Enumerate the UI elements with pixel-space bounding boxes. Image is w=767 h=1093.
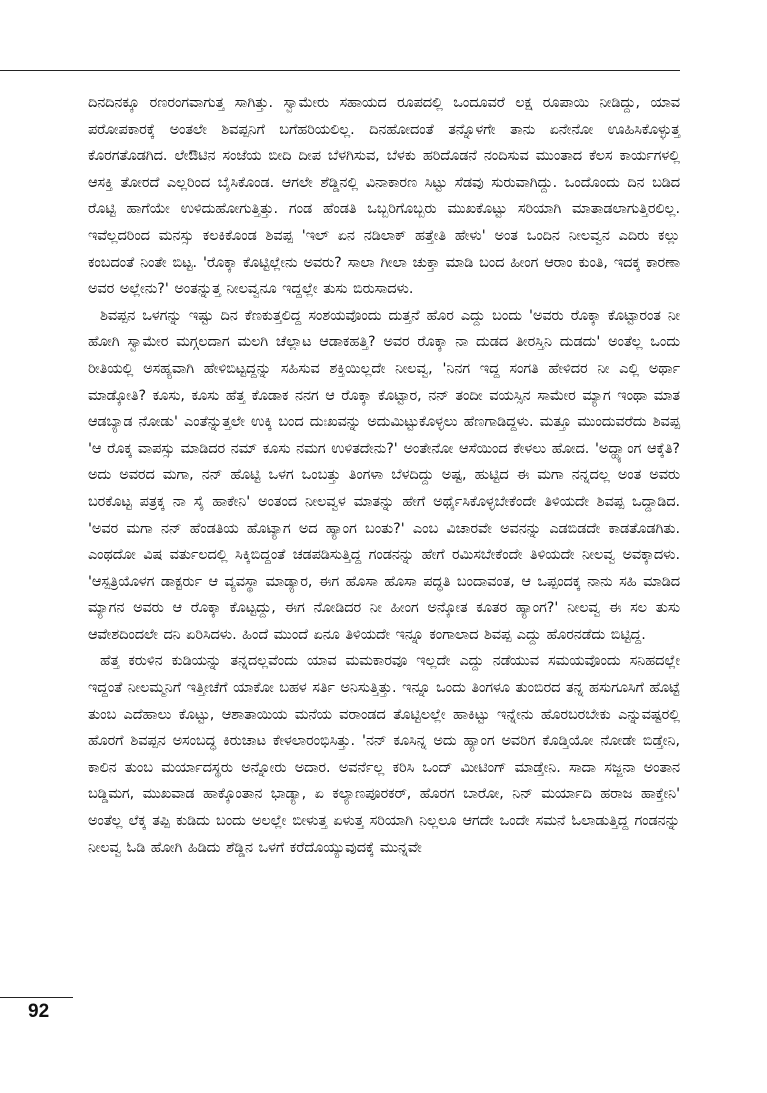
page-number-rule: [0, 997, 73, 998]
header-rule: [0, 70, 680, 71]
paragraph-3: ಹೆತ್ತ ಕರುಳಿನ ಕುಡಿಯನ್ನು ತನ್ನದಲ್ಲವೆಂದು ಯಾವ ಮಮಕಾರವೂ ಇಲ್ಲದೇ ಎದ್ದು ನಡೆಯುವ ಸಮಯವೊಂದು ಸನಿಹದಲ್ಲೇ ಇದ್ದಂತೆ ನೀಲಮ್ಮನಿಗೆ ಇತ್ತೀಚೆಗೆ ಯಾಕೋ ಬಹಳ ಸರ್ತಿ ಅನಿಸುತ್ತಿತ್ತು. ಇನ್ನೂ ಒಂದು ತಿಂಗಳೂ ತುಂಬಿರದ ತನ್ನ ಹಸುಗೂಸಿಗೆ ಹೊಟ್ಟೆ ತುಂಬ ಎದೆಹಾಲು ಕೊಟ್ಟು, ಆಶಾತಾಯಿಯ ಮನೆಯ ವರಾಂಡದ ತೊಟ್ಟಿಲಲ್ಲೇ ಹಾಕಿಟ್ಟು ಇನ್ನೇನು ಹೊರಬರಬೇಕು ಎನ್ನುವಷ್ಟರಲ್ಲಿ ಹೊರಗೆ ಶಿವಪ್ಪನ ಅಸಂಬದ್ಧ ಕಿರುಚಾಟ ಕೇಳಲಾರಂಭಿಸಿತ್ತು. 'ನನ್ ಕೂಸಿನ್ನ ಅದು ಹ್ಯಾಂಗ ಅವರಿಗ ಕೊಡ್ತಿಯೋ ನೋಡೇ ಬಿಡ್ತೇನಿ, ಕಾಲಿನ ತುಂಬ ಮರ್ಯಾದಸ್ಥರು ಅನ್ನೋರು ಅದಾರ. ಅವರ್ನೆಲ್ಲ ಕರಿಸಿ ಒಂದ್ ಮೀಟಿಂಗ್ ಮಾಡ್ತೇನಿ. ಸಾದಾ ಸಜ್ಜನಾ ಅಂತಾನ ಬಡ್ಡಿಮಗ, ಮುಖವಾಡ ಹಾಕ್ಕೊಂತಾನ ಭಾಡ್ಯಾ, ಏ ಕಲ್ಯಾಣಪೂರಕರ್, ಹೊರಗ ಬಾರೋ, ನಿನ್ ಮರ್ಯಾದಿ ಹರಾಜ ಹಾಕ್ತೇನಿ' ಅಂತೆಲ್ಲ ಲೆಕ್ಕ ತಪ್ಪಿ ಕುಡಿದು ಬಂದು ಅಲಲ್ಲೇ ಬೀಳುತ್ತ ಏಳುತ್ತ ಸರಿಯಾಗಿ ನಿಲ್ಲಲೂ ಆಗದೇ ಒಂದೇ ಸಮನೆ ಓಲಾಡುತ್ತಿದ್ದ ಗಂಡನನ್ನು ನೀಲವ್ವ ಓಡಿ ಹೋಗಿ ಹಿಡಿದು ಶೆಡ್ಡಿನ ಒಳಗೆ ಕರೆದೊಯ್ಯುವುದಕ್ಕೆ ಮುನ್ನವೇ: [88, 653, 680, 856]
page-body: [88, 90, 680, 861]
paragraph-2: ಶಿವಪ್ಪನ ಒಳಗನ್ನು ಇಷ್ಟು ದಿನ ಕೆಣಕುತ್ತಲಿದ್ದ ಸಂಶಯವೊಂದು ದುತ್ತನೆ ಹೊರ ಎದ್ದು ಬಂದು 'ಅವರು ರೊಕ್ಕಾ ಕೊಟ್ಟಾರಂತ ನೀ ಹೋಗಿ ಸ್ವಾಮೇರ ಮಗ್ಗಲದಾಗ ಮಲಗಿ ಚೆಲ್ಲಾಟ ಆಡಾಕಹತ್ತಿ? ಅವರ ರೊಕ್ಕಾ ನಾ ದುಡದ ತೀರಸ್ತಿನಿ ದುಡದು' ಅಂತೆಲ್ಲ ಒಂದು ರೀತಿಯಲ್ಲಿ ಅಸಹ್ಯವಾಗಿ ಹೇಳಿಬಿಟ್ಟದ್ದನ್ನು ಸಹಿಸುವ ಶಕ್ತಿಯಿಲ್ಲದೇ ನೀಲವ್ವ, 'ನಿನಗ ಇದ್ದ ಸಂಗತಿ ಹೇಳಿದರ ನೀ ಎಲ್ಲಿ ಅರ್ಥಾ ಮಾಡ್ಕೋತಿ? ಕೂಸು, ಕೂಸು ಹೆತ್ತ ಕೊಡಾಕ ನನಗ ಆ ರೊಕ್ಕಾ ಕೊಟ್ಟಾರ, ನನ್ ತಂದೀ ವಯಸ್ಸಿನ ಸಾಮೇರ ಮ್ಯಾಗ ಇಂಥಾ ಮಾತ ಆಡಬ್ಯಾಡ ನೋಡು' ಎಂತೆನ್ನುತ್ತಲೇ ಉಕ್ಕಿ ಬಂದ ದುಃಖವನ್ನು ಅದುಮಿಟ್ಟುಕೊಳ್ಳಲು ಹೆಣಗಾಡಿದ್ದಳು. ಮತ್ತೂ ಮುಂದುವರೆದು ಶಿವಪ್ಪ 'ಆ ರೊಕ್ಕ ವಾಪಸ್ಸು ಮಾಡಿದರ ನಮ್ ಕೂಸು ನಮಗ ಉಳಿತದೇನು?' ಅಂತೇನೋ ಆಸೆಯಿಂದ ಕೇಳಲು ಹೋದ. 'ಅದ್ಹ್ಯಾಂಗ ಆಕ್ಕೆತಿ? ಅದು ಅವರದ ಮಗಾ, ನನ್ ಹೊಟ್ಟಿ ಒಳಗ ಒಂಬತ್ತು ತಿಂಗಳಾ ಬೆಳದಿದ್ದು ಅಷ್ಟ, ಹುಟ್ಟಿದ ಈ ಮಗಾ ನನ್ನದಲ್ಲ ಅಂತ ಅವರು ಬರಕೊಟ್ಟ ಪತ್ರಕ್ಕ ನಾ ಸೈ ಹಾಕೇನಿ' ಅಂತಂದ ನೀಲವ್ವಳ ಮಾತನ್ನು ಹೇಗೆ ಅರ್ಥೈಸಿಕೊಳ್ಳಬೇಕೆಂದೇ ತಿಳಿಯದೇ ಶಿವಪ್ಪ ಒದ್ದಾಡಿದ. 'ಅವರ ಮಗಾ ನನ್ ಹೆಂಡತಿಯ ಹೊಟ್ಯಾಗ ಅದ ಹ್ಯಾಂಗ ಬಂತು?' ಎಂಬ ವಿಚಾರವೇ ಅವನನ್ನು ಎಡಬಿಡದೇ ಕಾಡತೊಡಗಿತು. ಎಂಥದೋ ವಿಷ ವರ್ತುಲದಲ್ಲಿ ಸಿಕ್ಕಿಬಿದ್ದಂತೆ ಚಡಪಡಿಸುತ್ತಿದ್ದ ಗಂಡನನ್ನು ಹೇಗೆ ರಮಿಸಬೇಕೆಂದೇ ತಿಳಿಯದೇ ನೀಲವ್ವ ಅವಕ್ಕಾದಳು. 'ಆಸ್ಪತ್ರಿಯೊಳಗ ಡಾಕ್ಟರ್ರು ಆ ವ್ಯವಸ್ಥಾ ಮಾಡ್ಯಾರ, ಈಗ ಹೊಸಾ ಹೊಸಾ ಪದ್ಧತಿ ಬಂದಾವಂತ, ಆ ಒಪ್ಪಂದಕ್ಕ ನಾನು ಸಹಿ ಮಾಡಿದ ಮ್ಯಾಗನ ಅವರು ಆ ರೊಕ್ಕಾ ಕೊಟ್ಟದ್ದು, ಈಗ ನೋಡಿದರ ನೀ ಹೀಂಗ ಅನ್ಕೋತ ಕೂತರ ಹ್ಯಾಂಗ?' ನೀಲವ್ವ ಈ ಸಲ ತುಸು ಆವೇಶದಿಂದಲೇ ದನಿ ಏರಿಸಿದಳು. ಹಿಂದೆ ಮುಂದೆ ಏನೂ ತಿಳಿಯದೇ ಇನ್ನೂ ಕಂಗಾಲಾದ ಶಿವಪ್ಪ ಎದ್ದು ಹೊರನಡೆದು ಬಿಟ್ಟಿದ್ದ.: [88, 307, 680, 643]
paragraph-1: ದಿನದಿನಕ್ಕೂ ರಣರಂಗವಾಗುತ್ತ ಸಾಗಿತ್ತು. ಸ್ವಾಮೇರು ಸಹಾಯದ ರೂಪದಲ್ಲಿ ಒಂದೂವರೆ ಲಕ್ಷ ರೂಪಾಯಿ ನೀಡಿದ್ದು, ಯಾವ ಪರೋಪಕಾರಕ್ಕೆ ಅಂತಲೇ ಶಿವಪ್ಪನಿಗೆ ಬಗೆಹರಿಯಲಿಲ್ಲ. ದಿನಹೋದಂತೆ ತನ್ನೊಳಗೇ ತಾನು ಏನೇನೋ ಊಹಿಸಿಕೊಳ್ಳುತ್ತ ಕೊರಗತೊಡಗಿದ. ಲೇಔಟಿನ ಸಂಜೆಯ ಬೀದಿ ದೀಪ ಬೆಳಗಿಸುವ, ಬೆಳಕು ಹರಿದೊಡನೆ ನಂದಿಸುವ ಮುಂತಾದ ಕೆಲಸ ಕಾರ್ಯಗಳಲ್ಲಿ ಆಸಕ್ತಿ ತೋರದೆ ಎಲ್ಲರಿಂದ ಬೈಸಿಕೊಂಡ. ಆಗಲೇ ಶೆಡ್ಡಿನಲ್ಲಿ ವಿನಾಕಾರಣ ಸಿಟ್ಟು ಸೆಡವು ಸುರುವಾಗಿದ್ದು. ಒಂದೊಂದು ದಿನ ಬಡಿದ ರೊಟ್ಟಿ ಹಾಗೆಯೇ ಉಳಿದುಹೋಗುತ್ತಿತ್ತು. ಗಂಡ ಹೆಂಡತಿ ಒಬ್ಬರಿಗೊಬ್ಬರು ಮುಖಕೊಟ್ಟು ಸರಿಯಾಗಿ ಮಾತಾಡಲಾಗುತ್ತಿರಲಿಲ್ಲ. ಇವೆಲ್ಲದರಿಂದ ಮನಸ್ಸು ಕಲಕಿಕೊಂಡ ಶಿವಪ್ಪ 'ಇಲ್ ಏನ ನಡಿಲಾಕ್ ಹತ್ತೇತಿ ಹೇಳು' ಅಂತ ಒಂದಿನ ನೀಲವ್ವನ ಎದಿರು ಕಲ್ಲು ಕಂಬದಂತೆ ನಿಂತೇ ಬಿಟ್ಟ. 'ರೊಕ್ಕಾ ಕೊಟ್ಟಿಲ್ಲೇನು ಅವರು? ಸಾಲಾ ಗೀಲಾ ಚುಕ್ತಾ ಮಾಡಿ ಬಂದ ಹೀಂಗ ಆರಾಂ ಕುಂತಿ, ಇದಕ್ಕ ಕಾರಣಾ ಅವರ ಅಲ್ಲೇನು?' ಅಂತನ್ನುತ್ತ ನೀಲವ್ವನೂ ಇದ್ದಲ್ಲೇ ತುಸು ಬಿರುಸಾದಳು.: [88, 95, 680, 298]
page-number: 92: [28, 1001, 50, 1022]
